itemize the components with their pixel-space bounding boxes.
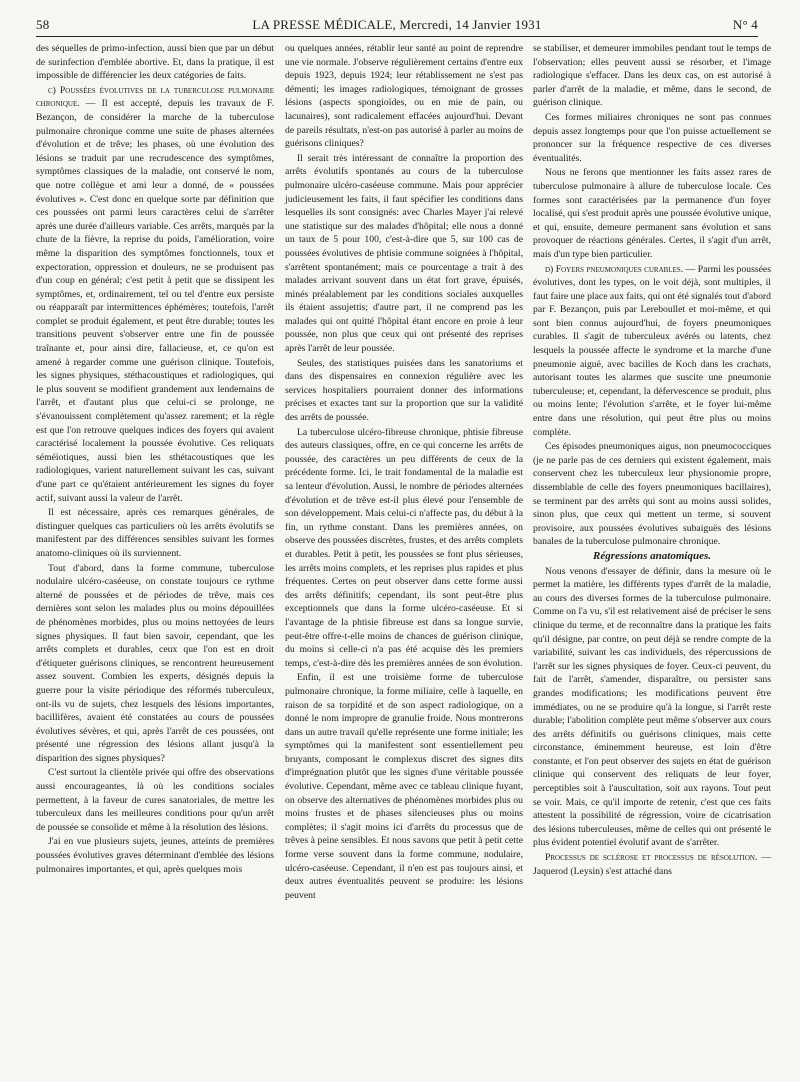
- page-number: 58: [36, 17, 50, 32]
- page-header: [36, 16, 758, 37]
- section-heading: c) Poussées évolutives de la tuberculose pulmonaire chronique.: [36, 84, 274, 110]
- paragraph-body: — Parmi les poussées évolutives, dont les types, on le voit déjà, sont multiples, il faut faire une place aux faits, qui ont été signalés tout d'abord par F. Bezançon, puis par Lereboullet et moi-même, et qui sont bien connus aujourd'hui, de foyers pneumoniques curables. Il s'agit de tuberculeux avérés ou latents, chez lesquels la poussée affecte le syndrome et la marche d'une pneumonie aiguë, avec bacilles de Koch dans les crachats, autorisant toutes les alarmes que suscite une pneumonie tuberculeuse; et, cependant, la défervescence se produit, plus ou moins lente; l'évolution s'arrête, et le foyer lui-même entre dans une résolution, qui peut être plus ou moins complète.: [533, 263, 771, 438]
- column-1: [36, 42, 274, 877]
- paragraph: J'ai en vue plusieurs sujets, jeunes, atteints de premières poussées évolutives graves déterminant d'emblée des lésions pulmonaires importantes, et qui, après quelques mois: [36, 836, 274, 875]
- issue-number: N° 4: [732, 17, 758, 32]
- paragraph-body: — Il est accepté, depuis les travaux de F. Bezançon, de considérer la marche de la tuberculose pulmonaire chronique comme une suite de phases alternées d'évolution et de trêve; les phases, où une évolution des lésions se traduit par une recrudescence des symptômes, symptômes classiques de la maladie, ont conservé le nom, que notre collègue et ami leur a donné, de « poussées évolutives ». C'est donc en quelque sorte par définition que ces poussées ont parmi leurs caractères celui de s'arrêter après une durée d'ailleurs variable. Ces arrêts, marqués par la chute de la fièvre, la reprise du poids, l'amélioration, voire même la disparition des symptômes fonctionnels, toux et expectoration, oppression et douleurs, ne se produisent pas d'un coup en général; c'est petit à petit que se dissipent les symptômes, et, ordinairement, tel ou tel d'entre eux persiste ou réapparaît par intermittences éphémères; toutefois, l'arrêt complet se produit également, et peut être durable; toutes les transitions peuvent s'observer entre une fin de poussée traînante et, pour ainsi dire, fallacieuse, et, ce qu'on est amené à regarder comme une guérison clinique. Toutefois, les signes physiques, stéthacoustiques et radiologiques, qui le plus souvent se modifient grandement aux lendemains de l'arrêt, et d'autant plus que celui-ci se prolonge, ne s'évanouissent complètement qu'assez rarement; et la règle est que l'on retrouve quelques indices des foyers qui avaient caractérisé localement la poussée évolutive. Ces reliquats séméiotiques, aussi bien les sthétacoustiques que les radiologiques, varient naturellement suivant les cas, suivant d'une part ce qu'étaient antérieurement les signes du foyer actif, suivant aussi la valeur de l'arrêt.: [36, 98, 274, 504]
- paragraph: des séquelles de primo-infection, aussi bien que par un début de surinfection d'emblée abortive. Et, dans la pratique, il est impossible de différencier les deux catégories de faits.: [36, 43, 274, 82]
- paragraph: Tout d'abord, dans la forme commune, tuberculose nodulaire ulcéro-caséeuse, on constate toujours ce rythme alterné de poussées et de périodes de trêve, mais ces dernières sont selon les malades plus ou moins dépouillées de phénomènes morbides, plus ou moins nettoyées de leurs signes physiques. Il faut bien savoir, cependant, que les arrêts complets et durables, ceux que l'on est en droit d'étiqueter guérisons cliniques, se rencontrent heureusement assez souvent. Combien les experts, désignés depuis la guerre pour la visite périodique des réformés tuberculeux, ont-ils vu de sujets, chez lesquels des lésions importantes, bacillifères, avaient été constatées au cours de poussées évolutives sévères, et qui, après l'arrêt de ces poussées, ont présenté une régression des lésions allant jusqu'à la disparition des signes physiques?: [36, 562, 274, 764]
- paragraph: La tuberculose ulcéro-fibreuse chronique, phtisie fibreuse des auteurs classiques, offre, en ce qui concerne les arrêts de poussée, des caractères un peu différents de ceux de la précédente forme. Ici, le trait fondamental de la maladie est sa lenteur d'évolution. Aussi, le nombre de périodes alternées d'évolution et de trêve est-il plus élevé pour l'ensemble de son développement. Mais celui-ci n'affecte pas, du début à la fin, un rythme constant. Dans les premières années, on observe des poussées discrètes, frustes, et des arrêts complets et durables. Petit à petit, les poussées se font plus sérieuses, les arrêts moins complets, et les reprises plus rapides et plus fréquentes. Certes on peut observer dans cette forme aussi des arrêts définitifs; cependant, ils sont peut-être plus exceptionnels que dans la forme ulcéro-caséeuse. Et si l'avantage de la phtisie fibreuse est dans sa longue survie, peut-être offre-t-elle moins de chances de guérison clinique, du moins si celle-ci n'a pas été acquise dès les premiers temps, c'est-à-dire dès les premières années de son évolution.: [285, 426, 523, 669]
- paragraph: Nous venons d'essayer de définir, dans la mesure où le permet la matière, les différents types d'arrêt de la maladie, au cours des diverses formes de la tuberculose pulmonaire. Comme on l'a vu, s'il est relativement aisé de préciser le sens clinique du terme, et de reconnaître dans la pratique les faits qu'il désigne, par contre, on peut déjà se rendre compte de la variabilité, suivant les cas individuels, des répercussions de l'arrêt sur les signes physiques de foyer. Ceux-ci peuvent, du fait de l'arrêt, s'amender, disparaître, ou persister sans grandes modifications; les modifications peuvent être immédiates, ou ne se produire qu'à la longue, si l'arrêt reste durable; l'abolition complète peut même s'observer aux cours des arrêts définitifs ou guérisons cliniques, mais cette circonstance, éminemment heureuse, est loin d'être constante, et l'on peut observer des sujets en état de guérison clinique qui conservent des reliquats de leur foyer, perceptibles soit à l'auscultation, soit aux rayons. Tout peut se voir. Mais, ce qu'il importe de retenir, c'est que ces faits attestent la possibilité de régression, voire de cicatrisation des lésions tuberculeuses, même de celles qui ont présenté le plus évident potentiel évolutif avant de s'arrêter.: [533, 565, 771, 849]
- paragraph: [533, 851, 771, 878]
- column-2: [285, 42, 523, 903]
- section-heading: Processus de sclérose et processus de résolution.: [545, 852, 758, 864]
- paragraph: Ces épisodes pneumoniques aigus, non pneumococciques (je ne parle pas de ces derniers qui existent également, mais conservent chez les tuberculeux leur physionomie propre, dissemblable de celle des foyers pneumoniques bacillaires), se terminent par des arrêts qui sont au moins aussi solides, sinon plus, que ceux qui mettent un terme, si souvent provisoire, aux poussées évolutives subaiguës des lésions banales de la tuberculose pulmonaire chronique.: [533, 441, 771, 548]
- paragraph: [533, 263, 771, 440]
- paragraph: Il serait très intéressant de connaître la proportion des arrêts évolutifs spontanés au cours de la tuberculose pulmonaire ulcéro-caséeuse commune. Mais pour apprécier judicieusement les faits, il faut spécifier les conditions dans lesquelles ils sont consignés: avec Charles Mayer j'ai relevé une statistique sur des malades d'hôpital; elle nous a donné un taux de 5 pour 100, c'est-à-dire que 5, sur 100 cas de poussées évolutives de phtisie commune soignées à l'hôpital, s'arrêtent spontanément; mais ce pourcentage a trait à des malades arrivant souvent dans un état fort grave, épuisés, minés préalablement par les conditions sociales auxquelles ils étaient assujettis; d'autre part, il ne comprend pas les malades qui ont quitté l'hôpital étant encore en proie à leur poussée, non plus que ceux qui ont présenté des reprises après l'arrêt de leur poussée.: [285, 152, 523, 355]
- paragraph: Il est nécessaire, après ces remarques générales, de distinguer quelques cas particuliers où les arrêts évolutifs se manifestent par des différences sensibles suivant les formes anatomo-cliniques où ils surviennent.: [36, 507, 274, 559]
- paragraph: [36, 84, 274, 505]
- journal-title: LA PRESSE MÉDICALE, Mercredi, 14 Janvier 1931: [252, 17, 542, 32]
- paragraph: ou quelques années, rétablir leur santé au point de reprendre une vie normale. J'observe régulièrement certains d'entre eux depuis 1923, depuis 1924; leur rétablissement ne s'est pas démenti; les images radiologiques, témoignant de grosses lésions (aspects spongioïdes, ou en mie de pain, ou lacunaires), sont radicalement effacées aujourd'hui. Devant de pareils résultats, n'est-on pas autorisé à parler au moins de guérisons cliniques?: [285, 43, 523, 150]
- section-heading: d) Foyers pneumoniques curables.: [545, 263, 684, 275]
- paragraph: Nous ne ferons que mentionner les faits assez rares de tuberculose pulmonaire à allure de tuberculose locale. Ces formes sont caractérisées par la permanence d'un foyer localisé, qui s'est produit après une poussée évolutive unique, et qui, ensuite, demeure permanent sans évolution et sans provoquer de réactions générales. Certes, il s'agit d'un arrêt, mais d'un type bien particulier.: [533, 167, 771, 260]
- paragraph: Seules, des statistiques puisées dans les sanatoriums et dans des dispensaires en connexion régulière avec les services hospitaliers pourraient donner des informations précises et exactes tant sur la proportion que sur la validité des arrêts de poussée.: [285, 357, 523, 424]
- paragraph: Enfin, il est une troisième forme de tuberculose pulmonaire chronique, la forme miliaire, celle à laquelle, en raison de sa torpidité et de son aspect radiologique, on a donné le nom impropre de granulie froide. Nous montrerons dans un autre travail qu'elle représente une forme initiale; les symptômes qui la manifestent sont essentiellement peu bruyants, composant le complexus discret des signes dits d'imprégnation plutôt que les signes d'une véritable poussée évolutive. Cependant, même avec ce tableau clinique fuyant, on observe des alternatives de phénomènes morbides plus ou moins frustes et de phases silencieuses plus ou moins complètes; il s'agit moins ici d'arrêts du processus que de trêves à peine sensibles. Et nous savons que petit à petit cette forme verse souvent dans la forme commune, nodulaire, ulcéro-caséeuse. Cependant, il n'en est pas toujours ainsi, et deux autres éventualités peuvent se produire: les lésions peuvent: [285, 672, 523, 901]
- paragraph: se stabiliser, et demeurer immobiles pendant tout le temps de l'observation; elles peuvent aussi se résorber, et l'image radiologique s'effacer. Dans les deux cas, on est autorisé à parler d'arrêt de la maladie, et même, dans le second, de guérison clinique.: [533, 43, 771, 109]
- paragraph-body: — Jaquerod (Leysin) s'est attaché dans: [533, 852, 772, 877]
- paragraph: Ces formes miliaires chroniques ne sont pas connues depuis assez longtemps pour que l'on puisse actuellement se prononcer sur la fréquence respective de ces diverses éventualités.: [533, 111, 771, 164]
- section-subtitle: Régressions anatomiques.: [593, 549, 711, 562]
- paragraph: C'est surtout la clientèle privée qui offre des observations aussi encourageantes, là où les conditions sociales permettent, à la faveur de cures sanatoriales, de mettre les tuberculeux dans les meilleures conditions pour qu'un arrêt de poussée se consolide et même à la résolution des lésions.: [36, 767, 274, 833]
- column-3: [533, 42, 771, 879]
